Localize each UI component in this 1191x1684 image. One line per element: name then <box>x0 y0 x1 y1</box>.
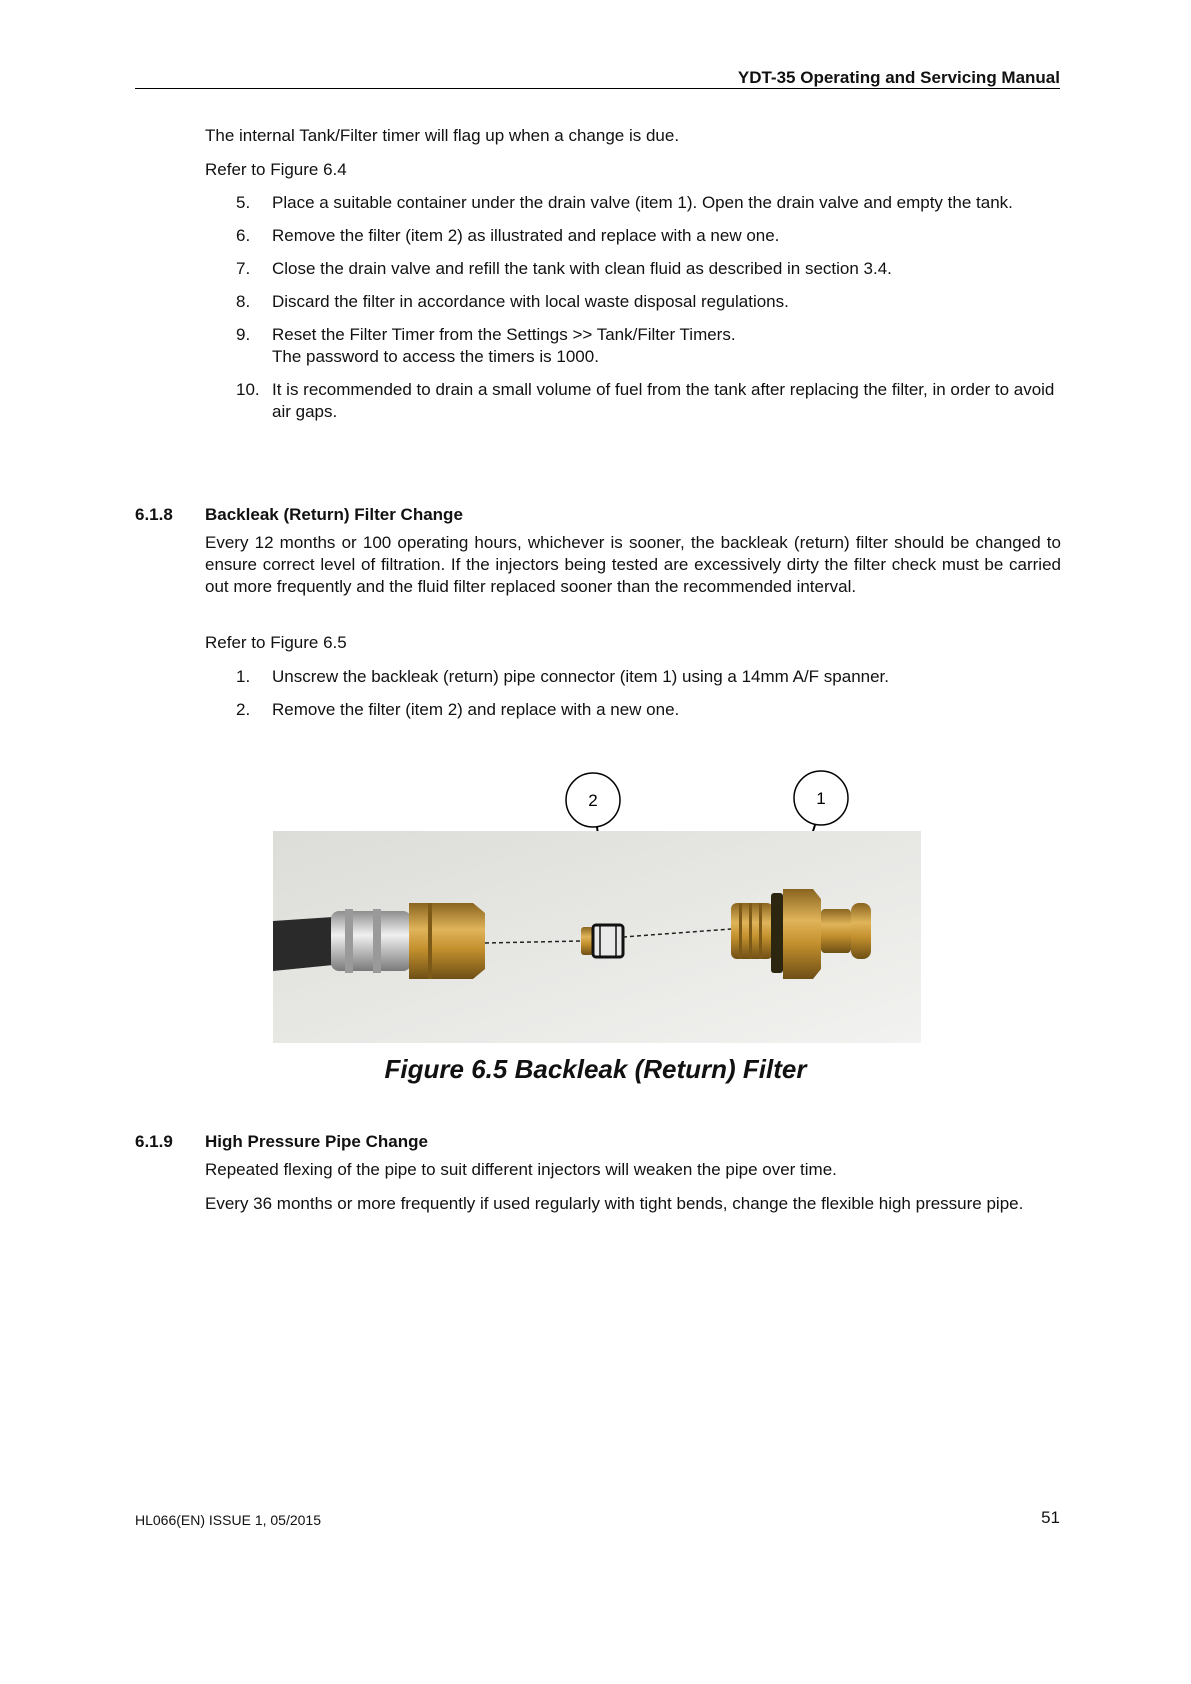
list-item: 10. It is recommended to drain a small volume of fuel from the tank after replacing the filter, in order to avoid air gaps. <box>236 380 1055 421</box>
manual-title: YDT-35 Operating and Servicing Manual <box>737 68 1060 87</box>
list-item: 7. Close the drain valve and refill the tank with clean fluid as described in section 3.4. <box>236 259 892 278</box>
refer-figure-6-5: Refer to Figure 6.5 <box>205 633 347 652</box>
refer-figure-6-4: Refer to Figure 6.4 <box>205 160 347 179</box>
section-number: 6.1.8 <box>135 505 173 524</box>
list-item: 5. Place a suitable container under the drain valve (item 1). Open the drain valve and empty the tank. <box>236 193 1013 212</box>
tank-filter-steps <box>236 192 1061 434</box>
footer-issue: HL066(EN) ISSUE 1, 05/2015 <box>135 1512 321 1528</box>
list-item: 8. Discard the filter in accordance with local waste disposal regulations. <box>236 292 789 311</box>
section-para: Every 36 months or more frequently if used regularly with tight bends, change the flexible high pressure pipe. <box>205 1194 1024 1213</box>
intro-text: The internal Tank/Filter timer will flag up when a change is due. <box>205 126 680 145</box>
backleak-filter-steps <box>236 666 1061 732</box>
page-number: 51 <box>1041 1508 1060 1527</box>
section-para: Repeated flexing of the pipe to suit different injectors will weaken the pipe over time. <box>205 1160 837 1179</box>
backleak-filter-photo <box>273 831 921 1043</box>
section-title: High Pressure Pipe Change <box>205 1132 428 1151</box>
header-rule <box>135 88 1060 89</box>
callout-label-2: 2 <box>588 791 598 810</box>
list-item: 9. Reset the Filter Timer from the Settings >> Tank/Filter Timers. The password to access the timers is 1000. <box>236 325 736 366</box>
section-title: Backleak (Return) Filter Change <box>205 505 463 524</box>
list-item: 2. Remove the filter (item 2) and replace with a new one. <box>236 700 680 719</box>
section-number: 6.1.9 <box>135 1132 173 1151</box>
list-item: 6. Remove the filter (item 2) as illustrated and replace with a new one. <box>236 226 780 245</box>
figure-caption: Figure 6.5 Backleak (Return) Filter <box>384 1054 807 1084</box>
list-item: 1. Unscrew the backleak (return) pipe connector (item 1) using a 14mm A/F spanner. <box>236 667 890 686</box>
section-body: Every 12 months or 100 operating hours, whichever is sooner, the backleak (return) filter should be changed to ensure correct level of filtration. If the injectors being tested are excessively dirty the filter check must be carried out more frequently and the fluid filter replaced sooner than the recommended interval. <box>205 533 1061 596</box>
callout-label-1: 1 <box>816 789 826 808</box>
